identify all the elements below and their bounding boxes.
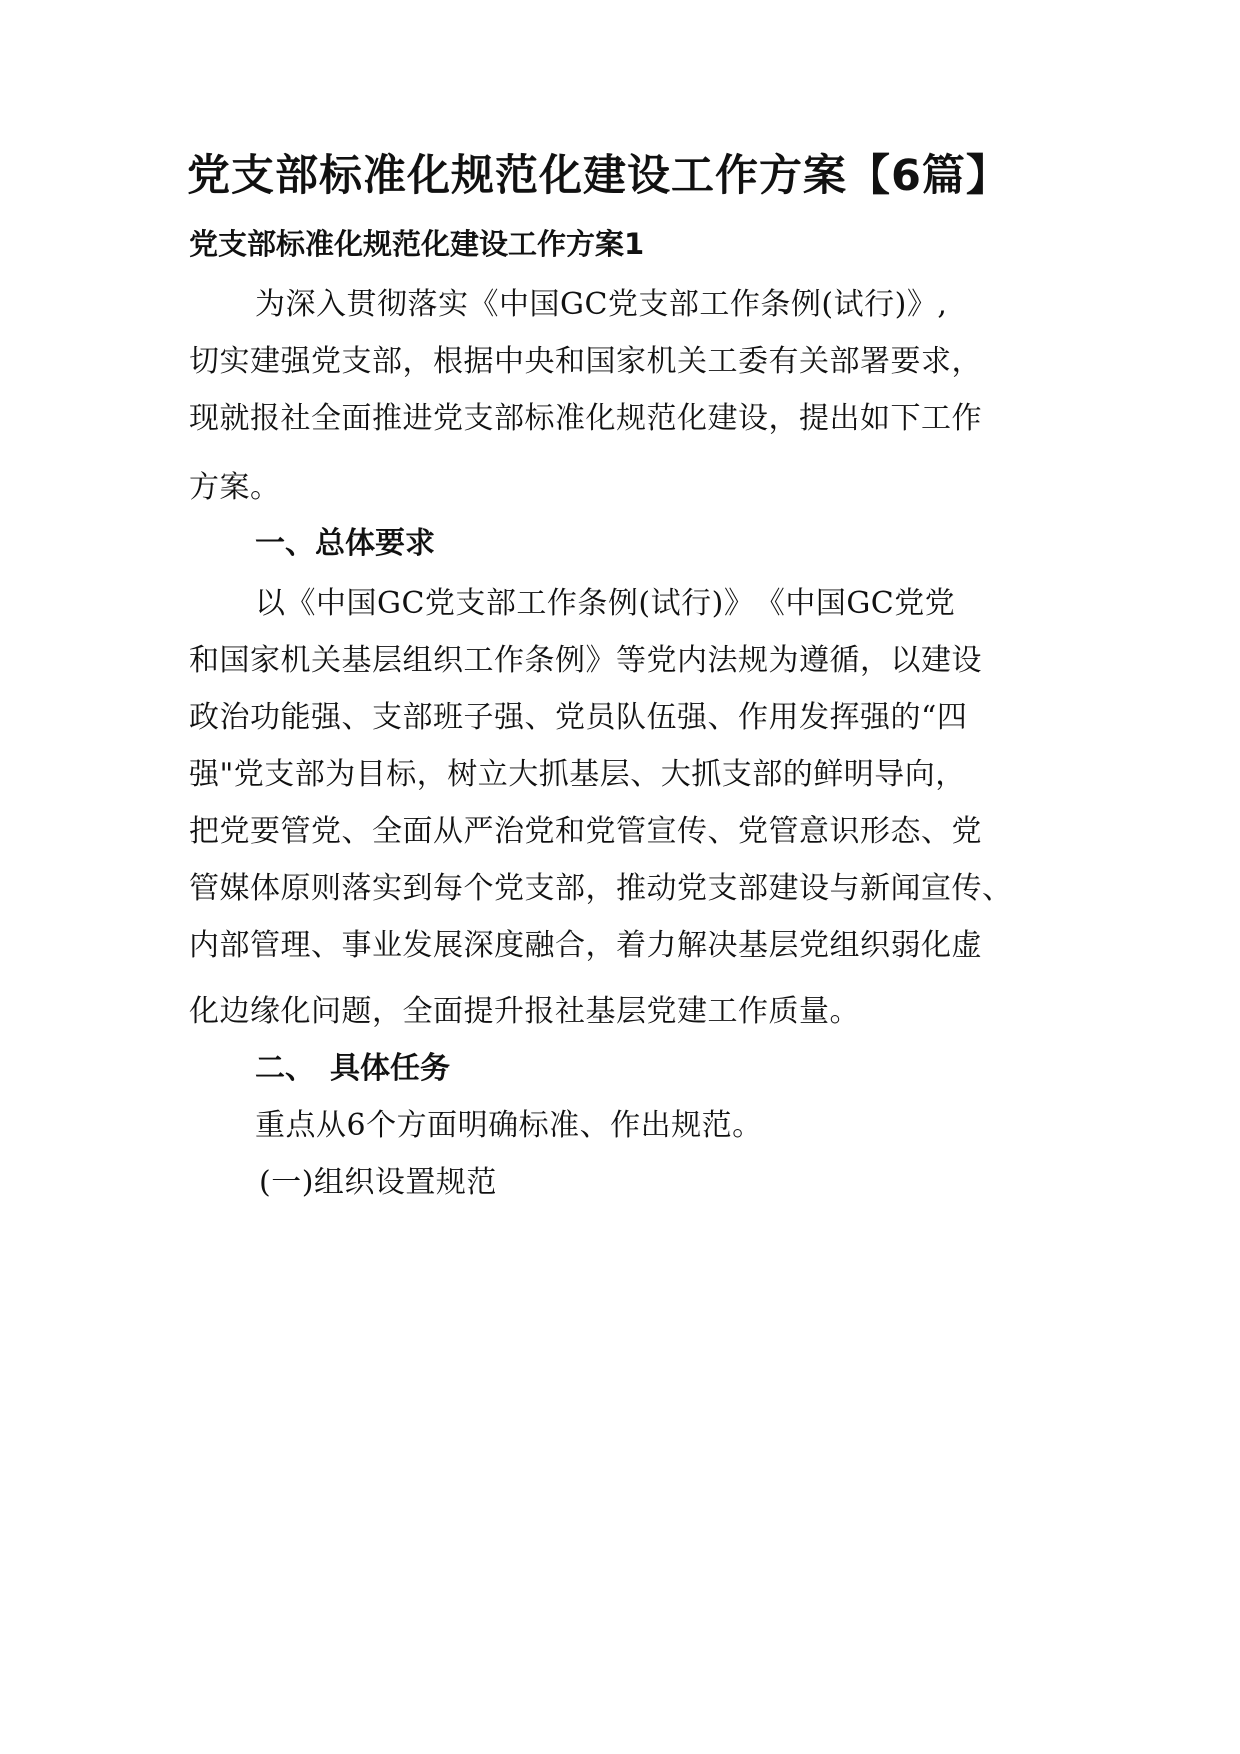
paragraph-line: 强"党支部为目标，树立大抓基层、大抓支部的鲜明导向， <box>189 757 966 792</box>
document-title: 党支部标准化规范化建设工作方案【6篇】 <box>187 151 1010 201</box>
paragraph-line: 政治功能强、支部班子强、党员队伍强、作用发挥强的“四 <box>189 700 968 735</box>
paragraph-line: 为深入贯彻落实《中国GC党支部工作条例(试行)》, <box>255 287 948 322</box>
section-heading-general-requirements: 一、总体要求 <box>255 526 435 561</box>
paragraph-line: 以《中国GC党支部工作条例(试行)》 《中国GC党党 <box>255 586 956 621</box>
paragraph-line: 重点从6个方面明确标准、作出规范。 <box>255 1108 763 1143</box>
paragraph-line: 管媒体原则落实到每个党支部，推动党支部建设与新闻宣传、 <box>189 871 1013 906</box>
paragraph-line: 方案。 <box>189 470 281 505</box>
document-subtitle: 党支部标准化规范化建设工作方案1 <box>189 227 645 261</box>
paragraph-line: 切实建强党支部，根据中央和国家机关工委有关部署要求， <box>189 344 982 379</box>
paragraph-line: 把党要管党、全面从严治党和党管宣传、党管意识形态、党 <box>189 814 982 849</box>
subsection-heading: (一)组织设置规范 <box>259 1165 497 1200</box>
paragraph-line: 现就报社全面推进党支部标准化规范化建设，提出如下工作 <box>189 401 982 436</box>
paragraph-line: 和国家机关基层组织工作条例》等党内法规为遵循，以建设 <box>189 643 982 678</box>
paragraph-line: 内部管理、事业发展深度融合，着力解决基层党组织弱化虚 <box>189 928 982 963</box>
paragraph-line: 化边缘化问题，全面提升报社基层党建工作质量。 <box>189 994 860 1029</box>
section-heading-specific-tasks: 二、 具体任务 <box>255 1051 450 1086</box>
